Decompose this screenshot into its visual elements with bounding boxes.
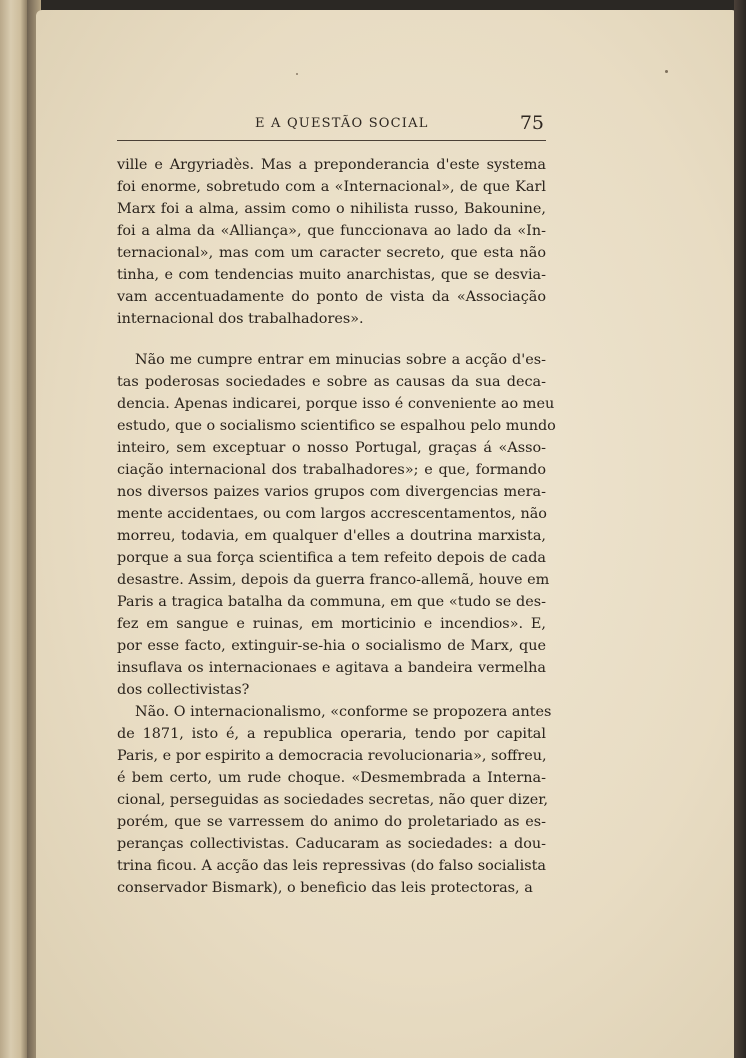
page-header (117, 110, 546, 142)
text-line: cional, perseguidas as sociedades secretas, não quer dizer, (117, 792, 549, 808)
text-line: insuflava os internacionaes e agitava a bandeira vermelha (117, 660, 546, 676)
text-line: peranças collectivistas. Caducaram as sociedades: a dou- (117, 836, 546, 852)
paragraph-gap (117, 330, 546, 349)
text-line: internacional dos trabalhadores». (117, 311, 364, 327)
header-rule (117, 140, 546, 141)
text-line: inteiro, sem exceptuar o nosso Portugal, graças á «Asso- (117, 440, 546, 456)
text-line: ternacional», mas com um caracter secreto, que esta não (117, 245, 546, 261)
text-line: conservador Bismark), o beneficio das leis protectoras, a (117, 880, 533, 896)
text-line: tas poderosas sociedades e sobre as causas da sua deca- (117, 374, 546, 390)
paper-speck (665, 70, 668, 73)
text-line: Marx foi a alma, assim como o nihilista russo, Bakounine, (117, 201, 546, 217)
text-line: tinha, e com tendencias muito anarchistas, que se desvia- (117, 267, 546, 283)
text-line: dencia. Apenas indicarei, porque isso é conveniente ao meu (117, 396, 555, 412)
text-line: foi enorme, sobretudo com a «Internacional», de que Karl (117, 179, 546, 195)
text-line: de 1871, isto é, a republica operaria, tendo por capital (117, 726, 546, 742)
paragraph (117, 154, 546, 330)
text-line: ciação internacional dos trabalhadores»; e que, formando (117, 462, 546, 478)
page-number: 75 (519, 112, 544, 134)
running-head: E A QUESTÃO SOCIAL (255, 116, 429, 131)
text-line: mente accidentaes, ou com largos accrescentamentos, não (117, 506, 547, 522)
text-line: nos diversos paizes varios grupos com divergencias mera- (117, 484, 546, 500)
text-line: porque a sua força scientifica a tem refeito depois de cada (117, 550, 546, 566)
text-line: desastre. Assim, depois da guerra franco-allemã, houve em (117, 572, 550, 588)
text-line: Paris, e por espirito a democracia revolucionaria», soffreu, (117, 748, 547, 764)
text-line: trina ficou. A acção das leis repressivas (do falso socialista (117, 858, 546, 874)
text-line: Paris a tragica batalha da communa, em que «tudo se des- (117, 594, 546, 610)
text-line: porém, que se varressem do animo do proletariado as es- (117, 814, 546, 830)
text-line: dos collectivistas? (117, 682, 250, 698)
text-line: é bem certo, um rude choque. «Desmembrada a Interna- (117, 770, 546, 786)
text-line: por esse facto, extinguir-se-hia o socialismo de Marx, que (117, 638, 546, 654)
text-line: estudo, que o socialismo scientifico se espalhou pelo mundo (117, 418, 556, 434)
right-page-edge (734, 0, 746, 1058)
text-line: foi a alma da «Alliança», que funccionava ao lado da «In- (117, 223, 546, 239)
text-line: morreu, todavia, em qualquer d'elles a doutrina marxista, (117, 528, 546, 544)
paragraph (117, 701, 552, 899)
text-line: vam accentuadamente do ponto de vista da «Associação (117, 289, 546, 305)
text-line: Não. O internacionalismo, «conforme se propozera antes (135, 704, 552, 720)
body-text (117, 154, 556, 899)
paragraph (117, 349, 556, 701)
text-line: ville e Argyriadès. Mas a preponderancia d'este systema (117, 157, 546, 173)
left-page-edge (0, 0, 27, 1058)
paper-speck (296, 73, 298, 75)
text-line: Não me cumpre entrar em minucias sobre a acção d'es- (135, 352, 546, 368)
text-line: fez em sangue e ruinas, em morticinio e incendios». E, (117, 616, 546, 632)
